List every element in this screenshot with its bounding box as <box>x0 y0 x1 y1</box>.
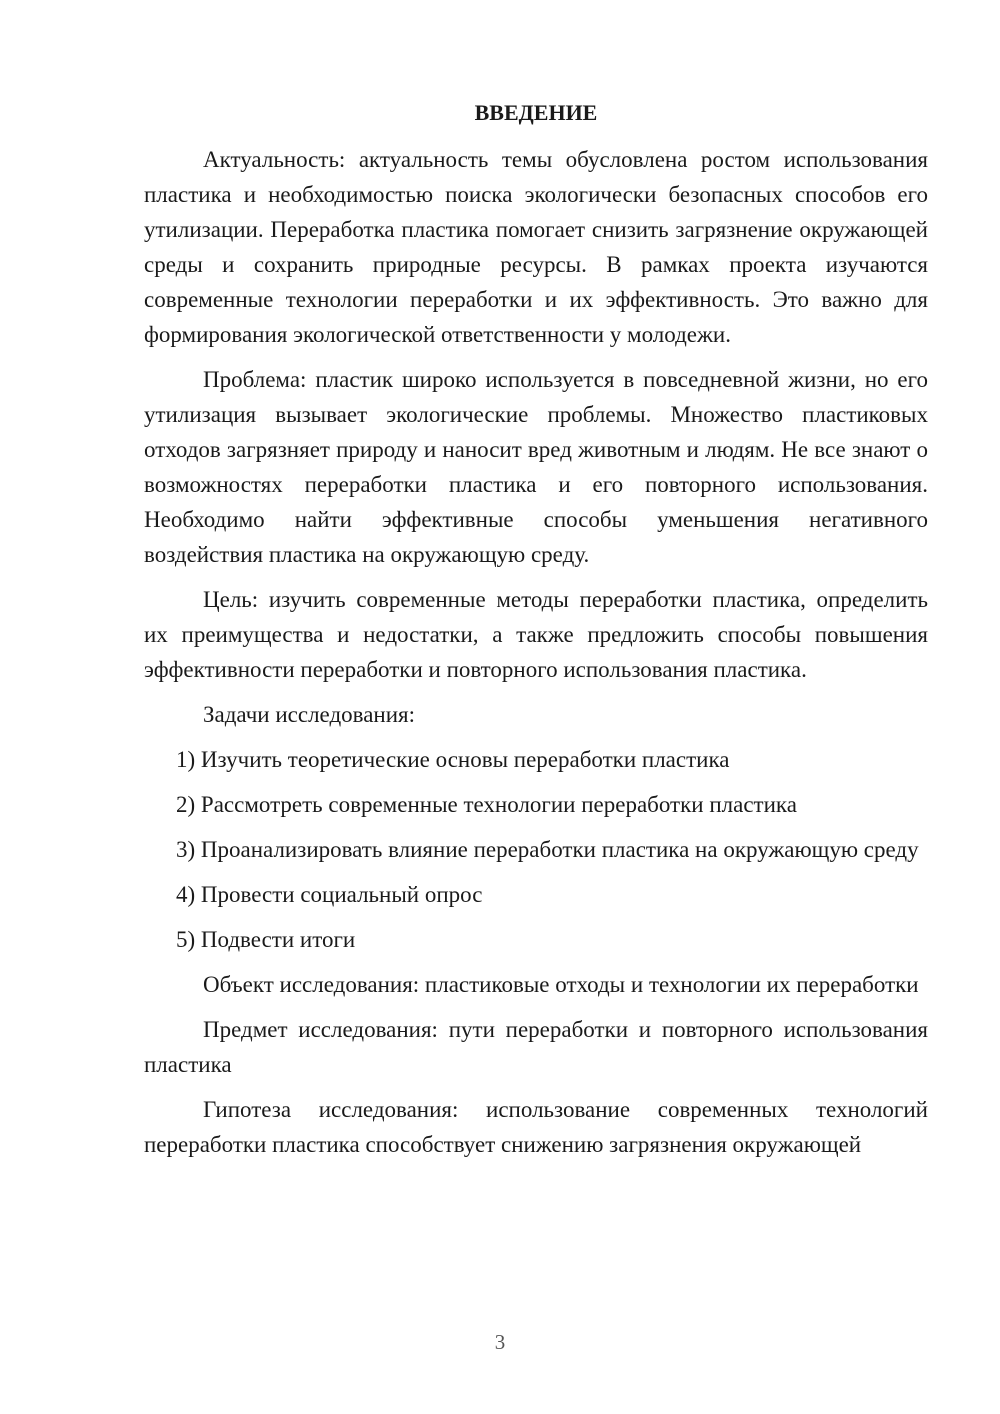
task-item: 5) Подвести итоги <box>176 927 356 952</box>
page-number: 3 <box>494 1330 506 1354</box>
task-item: 3) Проанализировать влияние переработки пластика на окружающую среду <box>176 837 919 862</box>
paragraph-goal: Цель: изучить современные методы переработки пластика, определить их преимущества и недостатки, а также предложить способы повышения эффективности переработки и повторного использования пластика. <box>144 587 928 682</box>
section-title: ВВЕДЕНИЕ <box>474 100 598 125</box>
paragraph-relevance: Актуальность: актуальность темы обусловлена ростом использования пластика и необходимостью поиска экологически безопасных способов его утилизации. Переработка пластика помогает снизить загрязнение окружающей среды и сохранить природные ресурсы. В рамках проекта изучаются современные технологии переработки и их эффективность. Это важно для формирования экологической ответственности у молодежи. <box>144 147 928 347</box>
paragraph-subject: Предмет исследования: пути переработки и повторного использования пластика <box>144 1017 928 1077</box>
task-item: 4) Провести социальный опрос <box>176 882 483 907</box>
paragraph-problem: Проблема: пластик широко используется в повседневной жизни, но его утилизация вызывает экологические проблемы. Множество пластиковых отходов загрязняет природу и наносит вред животным и людям. Не все знают о возможностях переработки пластика и его повторного использования. Необходимо найти эффективные способы уменьшения негативного воздействия пластика на окружающую среду. <box>144 367 928 567</box>
task-item: 1) Изучить теоретические основы переработки пластика <box>176 747 730 772</box>
task-item: 2) Рассмотреть современные технологии переработки пластика <box>176 792 797 817</box>
tasks-heading: Задачи исследования: <box>203 702 416 727</box>
paragraph-hypothesis: Гипотеза исследования: использование современных технологий переработки пластика способствует снижению загрязнения окружающей <box>144 1097 928 1157</box>
paragraph-object: Объект исследования: пластиковые отходы и технологии их переработки <box>203 972 919 997</box>
document-page <box>144 95 928 1172</box>
